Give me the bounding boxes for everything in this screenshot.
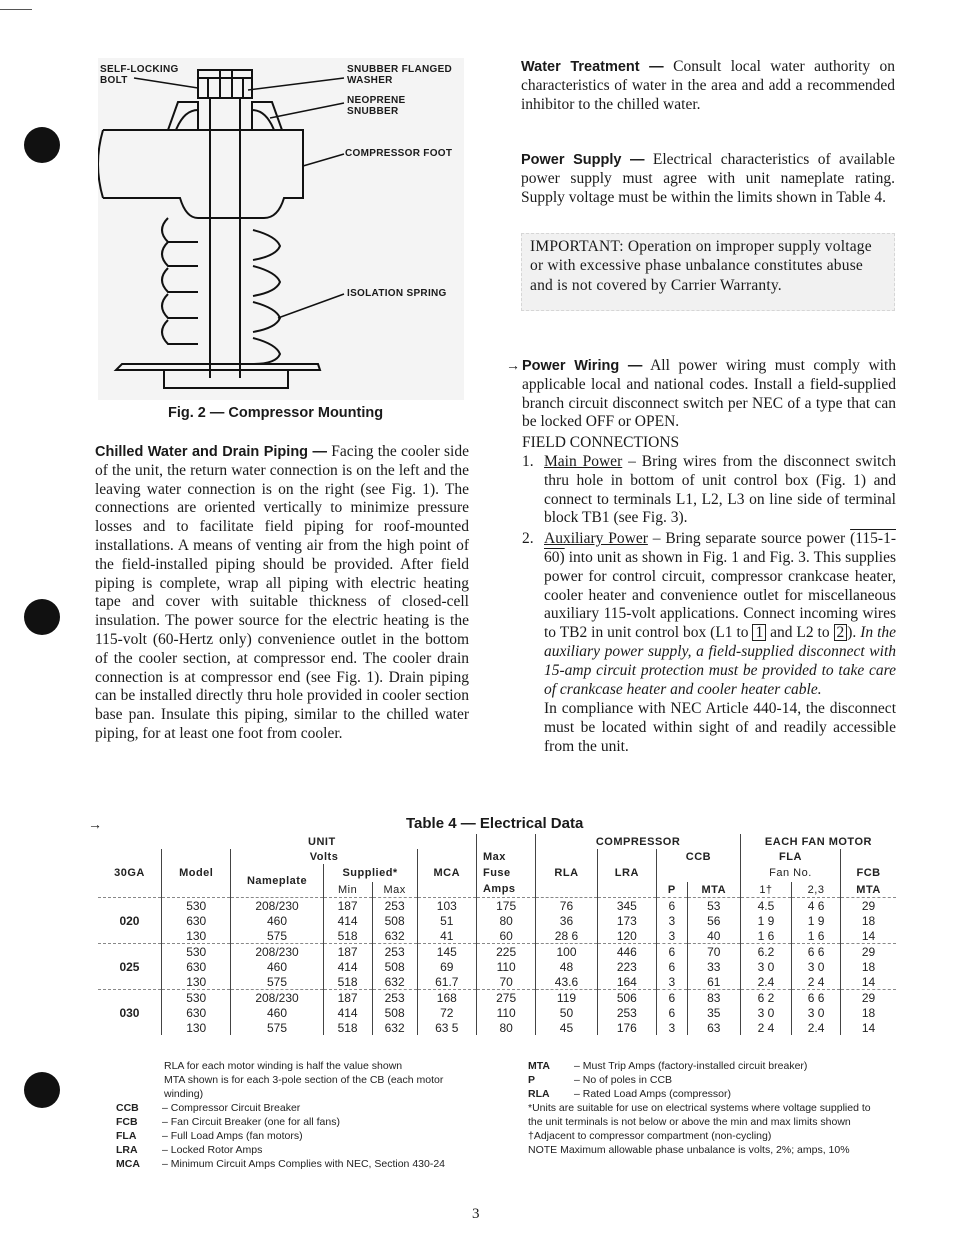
min-cell: 414 bbox=[323, 1005, 372, 1020]
mta-cell: 70 bbox=[687, 944, 740, 960]
definition-key: FCB bbox=[116, 1116, 138, 1128]
water-treatment-section bbox=[521, 58, 895, 114]
label-self-locking-bolt: SELF-LOCKING BOLT bbox=[100, 64, 179, 86]
nameplate-cell: 575 bbox=[231, 1020, 323, 1035]
rla-cell: 45 bbox=[536, 1020, 597, 1035]
rla-cell: 100 bbox=[536, 944, 597, 960]
nameplate-cell: 460 bbox=[231, 1005, 323, 1020]
fla1-cell: 3 0 bbox=[740, 959, 791, 974]
header-volts: Volts bbox=[231, 849, 417, 864]
mta-cell: 56 bbox=[687, 913, 740, 928]
p-cell: 3 bbox=[657, 913, 688, 928]
header-ccb: CCB bbox=[657, 849, 741, 864]
mca-cell: 61.7 bbox=[417, 974, 476, 990]
definition-key: CCB bbox=[116, 1102, 139, 1114]
nameplate-cell: 575 bbox=[231, 928, 323, 944]
auxiliary-power-body-4: ). bbox=[847, 624, 861, 642]
mta-cell: 83 bbox=[687, 990, 740, 1006]
header-fan-2-3: 2,3 bbox=[792, 882, 841, 898]
header-max: Max bbox=[372, 882, 417, 898]
field-connections-heading: FIELD CONNECTIONS bbox=[522, 434, 680, 452]
min-cell: 414 bbox=[323, 959, 372, 974]
electrical-data-table bbox=[98, 834, 896, 1035]
binder-hole-middle bbox=[24, 599, 60, 635]
label-isolation-spring: ISOLATION SPRING bbox=[347, 288, 447, 299]
header-rla: RLA bbox=[536, 864, 597, 882]
water-treatment-heading: Water Treatment — bbox=[521, 59, 664, 75]
mca-cell: 63 5 bbox=[417, 1020, 476, 1035]
model-cell: 530 bbox=[161, 898, 231, 914]
fla23-cell: 3 0 bbox=[792, 959, 841, 974]
header-model: Model bbox=[161, 864, 231, 882]
max-cell: 253 bbox=[372, 990, 417, 1006]
header-fan-1: 1† bbox=[740, 882, 791, 898]
header-p: P bbox=[657, 882, 688, 898]
page-number: 3 bbox=[472, 1206, 480, 1222]
water-treatment-body: Consult local water authority on characteristics of water in the area and add a recommended inhibitor to the chilled water. bbox=[521, 58, 895, 113]
min-cell: 518 bbox=[323, 928, 372, 944]
mta-cell: 33 bbox=[687, 959, 740, 974]
model-cell: 530 bbox=[161, 944, 231, 960]
fla1-cell: 2.4 bbox=[740, 974, 791, 990]
lra-cell: 176 bbox=[597, 1020, 656, 1035]
model-cell: 630 bbox=[161, 959, 231, 974]
fla1-cell: 2 4 bbox=[740, 1020, 791, 1035]
fuse-cell: 80 bbox=[476, 913, 535, 928]
p-cell: 3 bbox=[657, 1020, 688, 1035]
fla1-cell: 1 9 bbox=[740, 913, 791, 928]
power-supply-section bbox=[521, 151, 895, 207]
fla23-cell: 6 6 bbox=[792, 990, 841, 1006]
p-cell: 6 bbox=[657, 990, 688, 1006]
fuse-cell: 175 bbox=[476, 898, 535, 914]
power-supply-body: Electrical characteristics of available power supply must agree with unit nameplate rating. Supply voltage must be within the limits shown in Table 4. bbox=[521, 151, 895, 206]
p-cell: 3 bbox=[657, 928, 688, 944]
table-notes-right bbox=[528, 1059, 888, 1157]
fla23-cell: 1 6 bbox=[792, 928, 841, 944]
header-min: Min bbox=[323, 882, 372, 898]
fuse-cell: 80 bbox=[476, 1020, 535, 1035]
definition-key: MTA bbox=[528, 1060, 550, 1072]
table-row bbox=[98, 944, 896, 960]
min-cell: 187 bbox=[323, 944, 372, 960]
auxiliary-power-body: – Bring separate source power bbox=[647, 530, 851, 548]
binder-hole-top bbox=[24, 127, 60, 163]
p-cell: 6 bbox=[657, 959, 688, 974]
power-wiring-body: All power wiring must comply with applicable local and national codes. Install a field-supplied branch circuit disconnect switch per NEC of a type that can be locked OFF or OPEN. bbox=[522, 357, 897, 431]
fcb-cell: 14 bbox=[841, 928, 896, 944]
top-rule bbox=[0, 9, 32, 10]
auxiliary-power-item bbox=[522, 530, 896, 757]
header-supplied: Supplied* bbox=[323, 864, 417, 882]
fcb-cell: 14 bbox=[841, 974, 896, 990]
max-cell: 508 bbox=[372, 913, 417, 928]
fcb-cell: 29 bbox=[841, 944, 896, 960]
unit-size-cell bbox=[98, 990, 161, 1006]
nameplate-cell: 460 bbox=[231, 913, 323, 928]
lra-cell: 345 bbox=[597, 898, 656, 914]
model-cell: 130 bbox=[161, 974, 231, 990]
definition-value: – Fan Circuit Breaker (one for all fans) bbox=[162, 1116, 340, 1128]
chilled-water-section bbox=[95, 443, 469, 744]
mca-cell: 145 bbox=[417, 944, 476, 960]
unit-size-cell bbox=[98, 928, 161, 944]
fla23-cell: 1 9 bbox=[792, 913, 841, 928]
unit-size-cell: 030 bbox=[119, 1005, 140, 1020]
p-cell: 3 bbox=[657, 974, 688, 990]
definition-key: P bbox=[528, 1074, 536, 1086]
nameplate-cell: 460 bbox=[231, 959, 323, 974]
max-cell: 253 bbox=[372, 944, 417, 960]
fcb-cell: 29 bbox=[841, 990, 896, 1006]
rla-cell: 43.6 bbox=[536, 974, 597, 990]
label-neoprene-snubber: NEOPRENE SNUBBER bbox=[347, 95, 406, 117]
table-title: Table 4 — Electrical Data bbox=[406, 815, 584, 832]
definition-item bbox=[116, 1115, 476, 1129]
mta-cell: 53 bbox=[687, 898, 740, 914]
fla23-cell: 2.4 bbox=[792, 1020, 841, 1035]
unit-size-cell: 025 bbox=[119, 959, 140, 974]
lra-cell: 223 bbox=[597, 959, 656, 974]
nameplate-cell: 575 bbox=[231, 974, 323, 990]
fcb-cell: 18 bbox=[841, 913, 896, 928]
power-wiring-section bbox=[522, 357, 896, 757]
definition-value: – Full Load Amps (fan motors) bbox=[162, 1130, 303, 1142]
mca-cell: 168 bbox=[417, 990, 476, 1006]
mca-cell: 51 bbox=[417, 913, 476, 928]
label-compressor-foot: COMPRESSOR FOOT bbox=[345, 148, 453, 159]
power-wiring-arrow: → bbox=[506, 357, 520, 373]
unit-size-cell bbox=[98, 944, 161, 960]
header-fla: FLA bbox=[740, 849, 840, 864]
fla23-cell: 2 4 bbox=[792, 974, 841, 990]
auxiliary-voltage: (115-1-60) bbox=[544, 530, 896, 566]
table-arrow: → bbox=[88, 816, 102, 832]
lra-cell: 253 bbox=[597, 1005, 656, 1020]
header-unit: UNIT bbox=[308, 835, 336, 848]
fuse-cell: 110 bbox=[476, 1005, 535, 1020]
auxiliary-disconnect-note: In the auxiliary power supply, a field-supplied disconnect with 15-amp circuit protection must be provided to take care of crankcase heater and cooler heater cable. bbox=[544, 624, 896, 698]
fla1-cell: 6.2 bbox=[740, 944, 791, 960]
definition-value: – Rated Load Amps (compressor) bbox=[574, 1088, 731, 1100]
model-cell: 630 bbox=[161, 1005, 231, 1020]
nameplate-cell: 208/230 bbox=[231, 898, 323, 914]
definition-item bbox=[116, 1157, 476, 1171]
rla-cell: 50 bbox=[536, 1005, 597, 1020]
fuse-cell: 275 bbox=[476, 990, 535, 1006]
max-cell: 632 bbox=[372, 928, 417, 944]
table-row bbox=[98, 990, 896, 1006]
item-number: 2. bbox=[522, 530, 534, 548]
unit-size-cell: 020 bbox=[119, 913, 140, 928]
nameplate-cell: 208/230 bbox=[231, 990, 323, 1006]
fcb-cell: 18 bbox=[841, 1005, 896, 1020]
unit-size-cell bbox=[98, 898, 161, 914]
lra-cell: 506 bbox=[597, 990, 656, 1006]
p-cell: 6 bbox=[657, 944, 688, 960]
definition-value: – Must Trip Amps (factory-installed circuit breaker) bbox=[574, 1060, 808, 1072]
max-cell: 253 bbox=[372, 898, 417, 914]
terminal-2-box: 2 bbox=[834, 624, 848, 641]
header-ccb-mta: MTA bbox=[687, 882, 740, 898]
table-row bbox=[98, 1020, 896, 1035]
model-cell: 630 bbox=[161, 913, 231, 928]
header-lra: LRA bbox=[597, 864, 656, 882]
main-power-title: Main Power bbox=[544, 452, 623, 470]
table-row bbox=[98, 928, 896, 944]
model-cell: 530 bbox=[161, 990, 231, 1006]
min-cell: 518 bbox=[323, 1020, 372, 1035]
header-compressor: COMPRESSOR bbox=[536, 834, 741, 849]
auxiliary-power-title: Auxiliary Power bbox=[544, 530, 648, 548]
fla1-cell: 6 2 bbox=[740, 990, 791, 1006]
definition-value: – Compressor Circuit Breaker bbox=[162, 1102, 301, 1114]
mta-note: MTA shown is for each 3-pole section of the CB (each motor winding) bbox=[164, 1074, 444, 1100]
important-warning-text: IMPORTANT: Operation on improper supply voltage or with excessive phase unbalance constitutes abuse and is not covered by Carrier Warranty. bbox=[530, 238, 872, 294]
model-cell: 130 bbox=[161, 1020, 231, 1035]
chilled-water-heading: Chilled Water and Drain Piping — bbox=[95, 444, 327, 460]
mta-cell: 63 bbox=[687, 1020, 740, 1035]
header-nameplate: Nameplate bbox=[231, 864, 323, 898]
definition-value: – No of poles in CCB bbox=[574, 1074, 673, 1086]
chilled-water-body: Facing the cooler side of the unit, the return water connection is on the left and the leaving water connection is on the right (see Fig. 1). The connections are oriented vertically to minimize pressure losses and to facilitate field piping for roof-mounted installations. A means of venting air from the high point of the field-installed piping should be provided. After field piping is complete, wrap all piping with electric heating tape and cover with suitable thickness of closed-cell insulation. The power source for the electric heating is the 115-volt (60-Hertz only) convenience outlet in the bottom of the cooler section, at compressor end. The cooler drain connection is at compressor end (see Fig. 1). Drain piping can be installed directly thru hole provided in cooler section base pan. Insulate this piping, similar to the chilled water piping, for at least one foot from cooler. bbox=[95, 443, 469, 742]
table-row bbox=[98, 913, 896, 928]
fuse-cell: 225 bbox=[476, 944, 535, 960]
p-cell: 6 bbox=[657, 1005, 688, 1020]
max-cell: 508 bbox=[372, 1005, 417, 1020]
header-fcb-mta: MTA bbox=[841, 882, 896, 898]
definition-item bbox=[528, 1087, 888, 1101]
model-cell: 130 bbox=[161, 928, 231, 944]
rla-cell: 48 bbox=[536, 959, 597, 974]
definition-item bbox=[116, 1101, 476, 1115]
fla1-cell: 3 0 bbox=[740, 1005, 791, 1020]
header-30ga: 30GA bbox=[114, 867, 145, 879]
terminal-1-box: 1 bbox=[752, 624, 766, 641]
table-row bbox=[98, 974, 896, 990]
lra-cell: 120 bbox=[597, 928, 656, 944]
definition-key: FLA bbox=[116, 1130, 137, 1142]
lra-cell: 446 bbox=[597, 944, 656, 960]
fla23-cell: 4 6 bbox=[792, 898, 841, 914]
definition-key: MCA bbox=[116, 1158, 140, 1170]
rla-cell: 28 6 bbox=[536, 928, 597, 944]
auxiliary-power-body-2: into unit as shown in Fig. 1 and Fig. 3. This supplies power for control circuit, compressor crankcase heater, cooler heater and convenience outlet for miscellaneous auxiliary 115-volt applications. Connect incoming wires to TB2 in unit control box (L1 to bbox=[544, 548, 896, 642]
header-mca: MCA bbox=[417, 864, 476, 882]
definition-item bbox=[116, 1129, 476, 1143]
auxiliary-power-body-3: and L2 to bbox=[766, 624, 834, 642]
header-each-fan-motor: EACH FAN MOTOR bbox=[740, 834, 896, 849]
nameplate-cell: 208/230 bbox=[231, 944, 323, 960]
rla-cell: 119 bbox=[536, 990, 597, 1006]
table-notes-left bbox=[116, 1059, 476, 1171]
fuse-cell: 70 bbox=[476, 974, 535, 990]
fla23-cell: 6 6 bbox=[792, 944, 841, 960]
min-cell: 187 bbox=[323, 898, 372, 914]
lra-cell: 164 bbox=[597, 974, 656, 990]
units-note: *Units are suitable for use on electrical systems where voltage supplied to the unit terminals is not below or above the min and max limits shown bbox=[528, 1102, 871, 1128]
rla-cell: 76 bbox=[536, 898, 597, 914]
fla23-cell: 3 0 bbox=[792, 1005, 841, 1020]
figure-caption: Fig. 2 — Compressor Mounting bbox=[168, 405, 384, 421]
definition-item bbox=[528, 1073, 888, 1087]
main-power-body: – Bring wires from the disconnect switch thru hole in bottom of unit control box (Fig. 1) and connect to terminals L1, L2, L3 on line side of terminal block TB1 (see Fig. 3). bbox=[544, 452, 896, 527]
fcb-cell: 14 bbox=[841, 1020, 896, 1035]
rla-note: RLA for each motor winding is half the value shown bbox=[164, 1060, 403, 1072]
mca-cell: 103 bbox=[417, 898, 476, 914]
table-row bbox=[98, 898, 896, 914]
label-snubber-flanged-washer: SNUBBER FLANGED WASHER bbox=[347, 64, 453, 86]
min-cell: 414 bbox=[323, 913, 372, 928]
p-cell: 6 bbox=[657, 898, 688, 914]
definition-item bbox=[528, 1059, 888, 1073]
fuse-cell: 60 bbox=[476, 928, 535, 944]
mca-cell: 69 bbox=[417, 959, 476, 974]
important-warning-box bbox=[521, 233, 895, 311]
main-power-item bbox=[522, 453, 896, 528]
fla1-cell: 4.5 bbox=[740, 898, 791, 914]
min-cell: 518 bbox=[323, 974, 372, 990]
adjacent-note: †Adjacent to compressor compartment (non-cycling) bbox=[528, 1130, 772, 1142]
mca-cell: 72 bbox=[417, 1005, 476, 1020]
header-fan-no: Fan No. bbox=[740, 864, 840, 882]
mca-cell: 41 bbox=[417, 928, 476, 944]
mta-cell: 35 bbox=[687, 1005, 740, 1020]
power-supply-heading: Power Supply — bbox=[521, 152, 645, 168]
fuse-cell: 110 bbox=[476, 959, 535, 974]
lra-cell: 173 bbox=[597, 913, 656, 928]
header-max-fuse-amps: Max Fuse Amps bbox=[476, 849, 535, 898]
phase-unbalance-note: NOTE Maximum allowable phase unbalance is volts, 2%; amps, 10% bbox=[528, 1144, 850, 1156]
unit-size-cell bbox=[98, 974, 161, 990]
definition-item bbox=[116, 1143, 476, 1157]
header-fcb: FCB bbox=[841, 864, 896, 882]
unit-size-cell bbox=[98, 1020, 161, 1035]
binder-hole-bottom bbox=[24, 1072, 60, 1108]
definition-key: LRA bbox=[116, 1144, 138, 1156]
nec-compliance-note: In compliance with NEC Article 440-14, the disconnect must be located within sight of and readily accessible from the unit. bbox=[544, 700, 896, 755]
rla-cell: 36 bbox=[536, 913, 597, 928]
definition-value: – Locked Rotor Amps bbox=[162, 1144, 263, 1156]
table-row bbox=[98, 1005, 896, 1020]
definition-key: RLA bbox=[528, 1088, 550, 1100]
max-cell: 632 bbox=[372, 974, 417, 990]
mta-cell: 40 bbox=[687, 928, 740, 944]
max-cell: 632 bbox=[372, 1020, 417, 1035]
max-cell: 508 bbox=[372, 959, 417, 974]
fcb-cell: 29 bbox=[841, 898, 896, 914]
item-number: 1. bbox=[522, 452, 534, 470]
fla1-cell: 1 6 bbox=[740, 928, 791, 944]
power-wiring-heading: Power Wiring — bbox=[522, 358, 643, 374]
table-row bbox=[98, 959, 896, 974]
mta-cell: 61 bbox=[687, 974, 740, 990]
min-cell: 187 bbox=[323, 990, 372, 1006]
fcb-cell: 18 bbox=[841, 959, 896, 974]
definition-value: – Minimum Circuit Amps Complies with NEC, Section 430-24 bbox=[162, 1158, 446, 1170]
